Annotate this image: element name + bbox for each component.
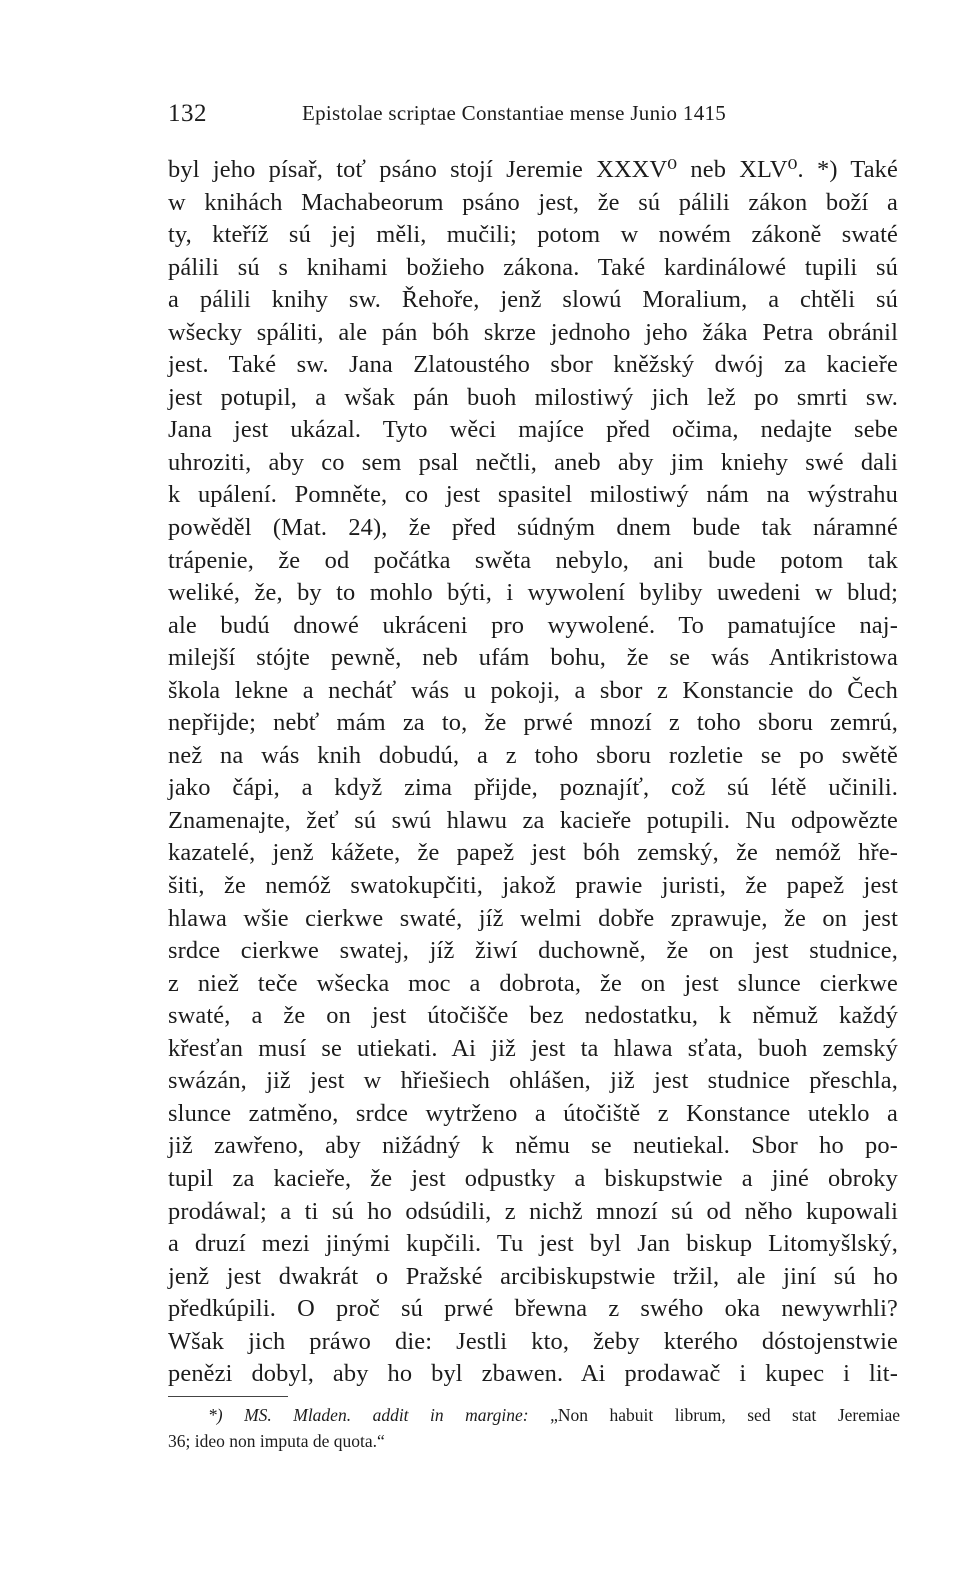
text-line: než na wás knih dobudú, a z toho sboru rozletie se po swětě <box>168 741 898 769</box>
text-line: jenž jest dwakrát o Pražské arcibiskupstwie tržil, ale jiní sú ho <box>168 1262 898 1290</box>
footnote <box>168 1402 900 1454</box>
footnote-quote-line2: 36; ideo non imputa de quota.“ <box>168 1431 385 1451</box>
text-line: pálili sú s knihami božieho zákona. Také kardinálowé tupili sú <box>168 253 898 281</box>
text-line: weliké, že, by to mohlo býti, i wywolení byliby uwedeni w blud; <box>168 579 898 607</box>
body-text <box>168 154 898 1391</box>
text-line: milejší stójte pewně, neb ufám bohu, že se wás Antikristowa <box>168 644 898 672</box>
footnote-line <box>168 1402 900 1428</box>
text-line: předkúpili. O proč sú prwé břewna z swého oka newywrhli? <box>168 1295 898 1323</box>
text-line: Jana jest ukázal. Tyto wěci majíce před očima, nedajte sebe <box>168 416 898 444</box>
text-line: škola lekne a necháť wás u pokoji, a sbor z Konstancie do Čech <box>168 676 898 704</box>
text-line: Znamenajte, žeť sú swú hlawu za kacieře potupili. Nu odpowězte <box>168 806 898 834</box>
text-line: šiti, že nemóž swatokupčiti, jakož prawie juristi, že papež jest <box>168 872 898 900</box>
text-line: tupil za kacieře, že jest odpustky a biskupstwie a jiné obroky <box>168 1164 898 1192</box>
text-line: křesťan musí se utiekati. Ai již jest ta hlawa sťata, buoh zemský <box>168 1034 898 1062</box>
footnote-line <box>168 1428 900 1454</box>
footnote-rule <box>168 1396 288 1397</box>
text-line: srdce cierkwe swatej, jíž žiwí duchowně, že on jest studnice, <box>168 937 898 965</box>
running-title: Epistolae scriptae Constantiae mense Junio 1415 <box>302 101 727 125</box>
text-line: jest. Také sw. Jana Zlatoustého sbor kněžský dwój za kacieře <box>168 351 898 379</box>
footnote-quote-line1: „Non habuit librum, sed stat Jeremiae <box>550 1405 901 1425</box>
text-line: trápenie, že od počátka swěta nebylo, ani bude potom tak <box>168 546 898 574</box>
text-line: powěděl (Mat. 24), že před súdným dnem bude tak náramné <box>168 514 898 542</box>
text-line: hlawa wšie cierkwe swaté, jíž welmi dobře zprawuje, že on jest <box>168 904 898 932</box>
footnote-note-label: addit in margine: <box>372 1405 529 1425</box>
text-line: Wšak jich práwo die: Jestli kto, žeby kterého dóstojenstwie <box>168 1327 898 1355</box>
text-line: a pálili knihy sw. Řehoře, jenž slowú Moralium, a chtěli sú <box>168 286 898 314</box>
page-number: 132 <box>168 100 207 127</box>
text-line: ale budú dnowé ukráceni pro wywolené. To pamatujíce naj- <box>168 611 898 639</box>
text-line: nepřijde; nebť mám za to, že prwé mnozí z toho sboru zemrú, <box>168 709 898 737</box>
text-line: swázán, již jest w hřiešiech ohlášen, již jest studnice přeschla, <box>168 1067 898 1095</box>
text-line: ty, kteříž sú jej měli, mučili; potom w nowém zákoně swaté <box>168 221 898 249</box>
text-line: swaté, a že on jest útočišče bez nedostatku, k němuž každý <box>168 1002 898 1030</box>
text-line: jako čápi, a když zima přijde, poznajíť, což sú létě učinili. <box>168 774 898 802</box>
text-line: kazatelé, jenž kážete, že papež jest bóh zemský, že nemóž hře- <box>168 839 898 867</box>
footnote-marker: *) <box>208 1405 223 1425</box>
running-head <box>168 100 728 130</box>
text-line: w knihách Machabeorum psáno jest, že sú pálili zákon boží a <box>168 188 898 216</box>
text-line: wšecky spáliti, ale pán bóh skrze jednoho jeho žáka Petra obránil <box>168 318 898 346</box>
text-line: prodáwal; a ti sú ho odsúdili, z nichž mnozí sú od něho kupowali <box>168 1197 898 1225</box>
text-line: z niež teče wšecka moc a dobrota, že on jest slunce cierkwe <box>168 969 898 997</box>
footnote-source: MS. Mladen. <box>244 1405 352 1425</box>
text-line: byl jeho písař, toť psáno stojí Jeremie XXXV⁰ neb XLV⁰. *) Také <box>168 156 898 183</box>
text-line: uhroziti, aby co sem psal nečtli, aneb aby jim kniehy swé dali <box>168 448 898 476</box>
text-line: slunce zatměno, srdce wytrženo a útočiště z Konstance uteklo a <box>168 1099 898 1127</box>
text-line: jest potupil, a wšak pán buoh milostiwý jich lež po smrti sw. <box>168 383 898 411</box>
text-line: již zawřeno, aby nižádný k němu se neutiekal. Sbor ho po- <box>168 1132 898 1160</box>
text-line: a druzí mezi jinými kupčili. Tu jest byl Jan biskup Litomyšlský, <box>168 1230 898 1258</box>
text-line: k upálení. Pomněte, co jest spasitel milostiwý nám na wýstrahu <box>168 481 898 509</box>
text-line: penězi dobyl, aby ho byl zbawen. Ai prodawač i kupec i lit- <box>168 1360 898 1388</box>
